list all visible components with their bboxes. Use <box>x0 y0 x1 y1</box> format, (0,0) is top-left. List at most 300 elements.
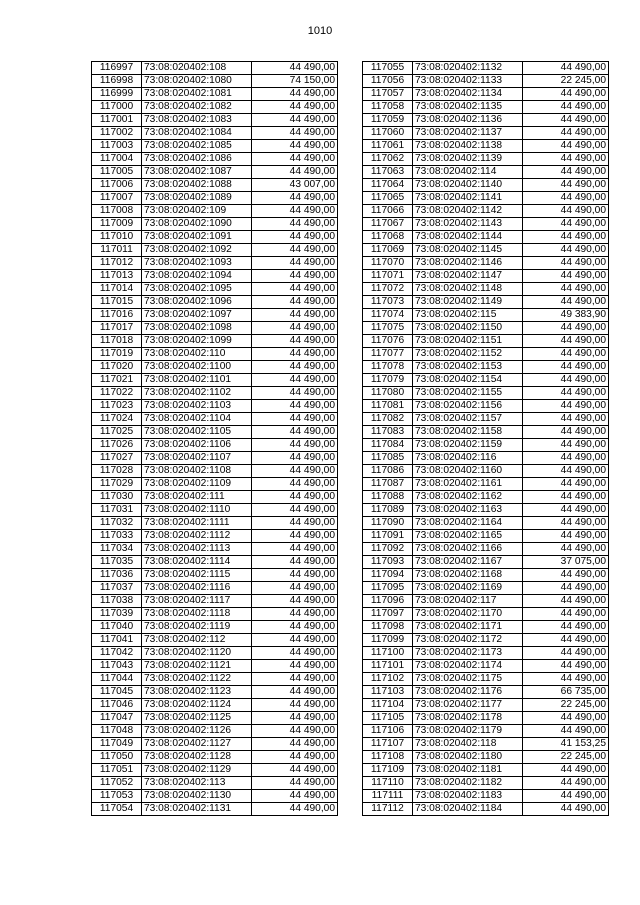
table-row <box>363 361 609 374</box>
cadastral-value: 44 490,00 <box>252 686 338 699</box>
row-number: 117023 <box>92 400 142 413</box>
table-row <box>363 179 609 192</box>
row-number: 117013 <box>92 270 142 283</box>
table-row <box>92 530 338 543</box>
cadastral-value: 66 735,00 <box>523 686 609 699</box>
row-number: 117025 <box>92 426 142 439</box>
row-number: 117100 <box>363 647 413 660</box>
cadastral-number: 73:08:020402:1114 <box>142 556 252 569</box>
row-number: 117003 <box>92 140 142 153</box>
cadastral-number: 73:08:020402:1102 <box>142 387 252 400</box>
row-number: 117042 <box>92 647 142 660</box>
table-row <box>363 517 609 530</box>
cadastral-number: 73:08:020402:1148 <box>413 283 523 296</box>
row-number: 117091 <box>363 530 413 543</box>
cadastral-value: 44 490,00 <box>252 62 338 75</box>
table-row <box>363 309 609 322</box>
row-number: 117107 <box>363 738 413 751</box>
cadastral-value: 44 490,00 <box>523 478 609 491</box>
cadastral-number: 73:08:020402:1159 <box>413 439 523 452</box>
table-row <box>363 400 609 413</box>
row-number: 117092 <box>363 543 413 556</box>
table-row <box>363 426 609 439</box>
cadastral-number: 73:08:020402:1099 <box>142 335 252 348</box>
cadastral-value: 44 490,00 <box>523 218 609 231</box>
cadastral-number: 73:08:020402:1100 <box>142 361 252 374</box>
cadastral-number: 73:08:020402:1180 <box>413 751 523 764</box>
cadastral-value: 44 490,00 <box>523 491 609 504</box>
cadastral-value: 44 490,00 <box>252 660 338 673</box>
row-number: 117099 <box>363 634 413 647</box>
table-row <box>363 218 609 231</box>
row-number: 117082 <box>363 413 413 426</box>
cadastral-number: 73:08:020402:1097 <box>142 309 252 322</box>
table-row <box>363 153 609 166</box>
cadastral-number: 73:08:020402:1116 <box>142 582 252 595</box>
cadastral-number: 73:08:020402:1133 <box>413 75 523 88</box>
row-number: 117053 <box>92 790 142 803</box>
cadastral-number: 73:08:020402:1174 <box>413 660 523 673</box>
row-number: 117097 <box>363 608 413 621</box>
row-number: 117059 <box>363 114 413 127</box>
table-row <box>92 374 338 387</box>
register-table-right-body <box>363 62 609 816</box>
table-row <box>363 751 609 764</box>
table-row <box>363 465 609 478</box>
cadastral-value: 44 490,00 <box>252 153 338 166</box>
row-number: 117044 <box>92 673 142 686</box>
cadastral-value: 44 490,00 <box>523 439 609 452</box>
cadastral-number: 73:08:020402:1129 <box>142 764 252 777</box>
cadastral-value: 44 490,00 <box>523 153 609 166</box>
cadastral-number: 73:08:020402:1105 <box>142 426 252 439</box>
table-row <box>363 595 609 608</box>
row-number: 117066 <box>363 205 413 218</box>
table-row <box>92 517 338 530</box>
cadastral-value: 44 490,00 <box>252 205 338 218</box>
row-number: 117006 <box>92 179 142 192</box>
table-row <box>92 738 338 751</box>
cadastral-value: 44 490,00 <box>252 556 338 569</box>
row-number: 117062 <box>363 153 413 166</box>
cadastral-number: 73:08:020402:1162 <box>413 491 523 504</box>
cadastral-value: 44 490,00 <box>252 244 338 257</box>
cadastral-value: 44 490,00 <box>523 413 609 426</box>
row-number: 117075 <box>363 322 413 335</box>
cadastral-number: 73:08:020402:111 <box>142 491 252 504</box>
row-number: 117057 <box>363 88 413 101</box>
row-number: 117034 <box>92 543 142 556</box>
row-number: 117065 <box>363 192 413 205</box>
row-number: 117076 <box>363 335 413 348</box>
cadastral-number: 73:08:020402:1137 <box>413 127 523 140</box>
cadastral-number: 73:08:020402:1107 <box>142 452 252 465</box>
table-row <box>363 374 609 387</box>
cadastral-value: 44 490,00 <box>523 712 609 725</box>
table-row <box>363 543 609 556</box>
cadastral-number: 73:08:020402:118 <box>413 738 523 751</box>
table-row <box>363 283 609 296</box>
cadastral-number: 73:08:020402:1157 <box>413 413 523 426</box>
cadastral-number: 73:08:020402:1128 <box>142 751 252 764</box>
table-row <box>92 439 338 452</box>
table-row <box>363 101 609 114</box>
cadastral-number: 73:08:020402:1084 <box>142 127 252 140</box>
cadastral-value: 44 490,00 <box>252 439 338 452</box>
cadastral-value: 44 490,00 <box>252 465 338 478</box>
table-row <box>363 777 609 790</box>
cadastral-value: 41 153,25 <box>523 738 609 751</box>
cadastral-value: 44 490,00 <box>252 231 338 244</box>
row-number: 117047 <box>92 712 142 725</box>
cadastral-number: 73:08:020402:1108 <box>142 465 252 478</box>
table-row <box>363 296 609 309</box>
cadastral-number: 73:08:020402:1131 <box>142 803 252 816</box>
table-row <box>363 452 609 465</box>
cadastral-number: 73:08:020402:1088 <box>142 179 252 192</box>
cadastral-value: 44 490,00 <box>252 257 338 270</box>
row-number: 117077 <box>363 348 413 361</box>
row-number: 117014 <box>92 283 142 296</box>
row-number: 116998 <box>92 75 142 88</box>
table-row <box>92 361 338 374</box>
row-number: 117061 <box>363 140 413 153</box>
cadastral-number: 73:08:020402:1092 <box>142 244 252 257</box>
row-number: 117016 <box>92 309 142 322</box>
row-number: 117035 <box>92 556 142 569</box>
cadastral-value: 44 490,00 <box>252 790 338 803</box>
cadastral-value: 44 490,00 <box>252 621 338 634</box>
row-number: 117049 <box>92 738 142 751</box>
cadastral-number: 73:08:020402:1175 <box>413 673 523 686</box>
row-number: 117012 <box>92 257 142 270</box>
register-table-left-body <box>92 62 338 816</box>
table-row <box>92 101 338 114</box>
cadastral-number: 73:08:020402:1115 <box>142 569 252 582</box>
table-row <box>363 270 609 283</box>
row-number: 117094 <box>363 569 413 582</box>
row-number: 117030 <box>92 491 142 504</box>
row-number: 117038 <box>92 595 142 608</box>
row-number: 117088 <box>363 491 413 504</box>
cadastral-number: 73:08:020402:1096 <box>142 296 252 309</box>
table-row <box>92 426 338 439</box>
register-table-left <box>91 61 338 816</box>
row-number: 117020 <box>92 361 142 374</box>
table-row <box>92 387 338 400</box>
cadastral-value: 44 490,00 <box>523 140 609 153</box>
cadastral-value: 44 490,00 <box>252 309 338 322</box>
table-row <box>363 634 609 647</box>
row-number: 117058 <box>363 101 413 114</box>
table-row <box>92 803 338 816</box>
cadastral-value: 44 490,00 <box>523 374 609 387</box>
table-row <box>363 764 609 777</box>
table-row <box>363 413 609 426</box>
cadastral-value: 44 490,00 <box>523 88 609 101</box>
cadastral-number: 73:08:020402:1141 <box>413 192 523 205</box>
cadastral-value: 44 490,00 <box>252 192 338 205</box>
cadastral-value: 44 490,00 <box>252 764 338 777</box>
cadastral-number: 73:08:020402:110 <box>142 348 252 361</box>
cadastral-number: 73:08:020402:1154 <box>413 374 523 387</box>
cadastral-value: 44 490,00 <box>523 387 609 400</box>
cadastral-value: 44 490,00 <box>252 699 338 712</box>
table-row <box>92 62 338 75</box>
cadastral-value: 44 490,00 <box>523 517 609 530</box>
table-row <box>363 348 609 361</box>
table-row <box>92 205 338 218</box>
table-row <box>363 803 609 816</box>
table-row <box>92 478 338 491</box>
cadastral-number: 73:08:020402:1109 <box>142 478 252 491</box>
cadastral-value: 44 490,00 <box>252 517 338 530</box>
cadastral-value: 44 490,00 <box>252 738 338 751</box>
cadastral-number: 73:08:020402:112 <box>142 634 252 647</box>
cadastral-value: 44 490,00 <box>252 725 338 738</box>
row-number: 117043 <box>92 660 142 673</box>
cadastral-value: 44 490,00 <box>252 283 338 296</box>
row-number: 117070 <box>363 257 413 270</box>
cadastral-number: 73:08:020402:1119 <box>142 621 252 634</box>
table-row <box>363 725 609 738</box>
cadastral-value: 44 490,00 <box>523 283 609 296</box>
cadastral-number: 73:08:020402:1124 <box>142 699 252 712</box>
cadastral-value: 44 490,00 <box>523 244 609 257</box>
cadastral-number: 73:08:020402:1134 <box>413 88 523 101</box>
row-number: 117098 <box>363 621 413 634</box>
cadastral-number: 73:08:020402:1169 <box>413 582 523 595</box>
table-row <box>92 88 338 101</box>
row-number: 117093 <box>363 556 413 569</box>
cadastral-number: 73:08:020402:1135 <box>413 101 523 114</box>
cadastral-number: 73:08:020402:1110 <box>142 504 252 517</box>
row-number: 117052 <box>92 777 142 790</box>
row-number: 117101 <box>363 660 413 673</box>
cadastral-value: 44 490,00 <box>252 543 338 556</box>
cadastral-value: 44 490,00 <box>523 725 609 738</box>
row-number: 117027 <box>92 452 142 465</box>
table-row <box>363 699 609 712</box>
row-number: 117032 <box>92 517 142 530</box>
cadastral-number: 73:08:020402:1111 <box>142 517 252 530</box>
row-number: 117087 <box>363 478 413 491</box>
table-row <box>92 335 338 348</box>
cadastral-value: 44 490,00 <box>523 621 609 634</box>
cadastral-number: 73:08:020402:1120 <box>142 647 252 660</box>
table-row <box>363 582 609 595</box>
cadastral-value: 44 490,00 <box>523 205 609 218</box>
cadastral-value: 44 490,00 <box>252 413 338 426</box>
row-number: 116999 <box>92 88 142 101</box>
table-row <box>363 647 609 660</box>
row-number: 117102 <box>363 673 413 686</box>
table-row <box>92 491 338 504</box>
table-row <box>92 153 338 166</box>
cadastral-value: 44 490,00 <box>523 426 609 439</box>
page-number: 1010 <box>307 25 333 37</box>
table-row <box>363 192 609 205</box>
cadastral-number: 73:08:020402:1158 <box>413 426 523 439</box>
cadastral-value: 44 490,00 <box>252 322 338 335</box>
cadastral-value: 44 490,00 <box>523 400 609 413</box>
cadastral-number: 73:08:020402:1123 <box>142 686 252 699</box>
cadastral-value: 44 490,00 <box>252 361 338 374</box>
cadastral-number: 73:08:020402:1146 <box>413 257 523 270</box>
cadastral-number: 73:08:020402:1101 <box>142 374 252 387</box>
table-row <box>92 283 338 296</box>
cadastral-value: 44 490,00 <box>252 530 338 543</box>
cadastral-number: 73:08:020402:1112 <box>142 530 252 543</box>
row-number: 117018 <box>92 335 142 348</box>
cadastral-number: 73:08:020402:1144 <box>413 231 523 244</box>
cadastral-value: 44 490,00 <box>523 764 609 777</box>
table-row <box>92 231 338 244</box>
row-number: 117048 <box>92 725 142 738</box>
row-number: 117106 <box>363 725 413 738</box>
cadastral-number: 73:08:020402:1155 <box>413 387 523 400</box>
cadastral-value: 44 490,00 <box>252 491 338 504</box>
cadastral-number: 73:08:020402:1095 <box>142 283 252 296</box>
cadastral-value: 44 490,00 <box>252 777 338 790</box>
cadastral-value: 44 490,00 <box>523 296 609 309</box>
row-number: 117001 <box>92 114 142 127</box>
row-number: 117086 <box>363 465 413 478</box>
cadastral-value: 44 490,00 <box>523 569 609 582</box>
row-number: 117109 <box>363 764 413 777</box>
cadastral-value: 44 490,00 <box>252 88 338 101</box>
cadastral-value: 44 490,00 <box>252 348 338 361</box>
cadastral-value: 44 490,00 <box>252 712 338 725</box>
table-row <box>92 166 338 179</box>
cadastral-value: 44 490,00 <box>252 127 338 140</box>
cadastral-number: 73:08:020402:1090 <box>142 218 252 231</box>
cadastral-value: 44 490,00 <box>252 478 338 491</box>
cadastral-value: 49 383,90 <box>523 309 609 322</box>
cadastral-number: 73:08:020402:1161 <box>413 478 523 491</box>
cadastral-number: 73:08:020402:1150 <box>413 322 523 335</box>
table-row <box>363 556 609 569</box>
row-number: 117000 <box>92 101 142 114</box>
table-row <box>363 127 609 140</box>
row-number: 117033 <box>92 530 142 543</box>
cadastral-number: 73:08:020402:1130 <box>142 790 252 803</box>
table-row <box>363 75 609 88</box>
cadastral-number: 73:08:020402:1156 <box>413 400 523 413</box>
cadastral-number: 73:08:020402:1104 <box>142 413 252 426</box>
cadastral-number: 73:08:020402:1082 <box>142 101 252 114</box>
table-row <box>92 764 338 777</box>
cadastral-number: 73:08:020402:1170 <box>413 608 523 621</box>
cadastral-number: 73:08:020402:1166 <box>413 543 523 556</box>
cadastral-value: 44 490,00 <box>252 114 338 127</box>
row-number: 117067 <box>363 218 413 231</box>
row-number: 117089 <box>363 504 413 517</box>
cadastral-value: 44 490,00 <box>523 647 609 660</box>
table-row <box>92 725 338 738</box>
table-row <box>92 686 338 699</box>
table-row <box>363 257 609 270</box>
cadastral-value: 44 490,00 <box>252 673 338 686</box>
row-number: 117039 <box>92 608 142 621</box>
cadastral-number: 73:08:020402:114 <box>413 166 523 179</box>
row-number: 117072 <box>363 283 413 296</box>
table-row <box>363 673 609 686</box>
table-row <box>92 400 338 413</box>
cadastral-number: 73:08:020402:1164 <box>413 517 523 530</box>
cadastral-number: 73:08:020402:1145 <box>413 244 523 257</box>
cadastral-value: 44 490,00 <box>252 140 338 153</box>
cadastral-number: 73:08:020402:1140 <box>413 179 523 192</box>
table-row <box>92 140 338 153</box>
row-number: 117083 <box>363 426 413 439</box>
cadastral-value: 44 490,00 <box>523 582 609 595</box>
row-number: 117045 <box>92 686 142 699</box>
table-row <box>92 296 338 309</box>
cadastral-value: 44 490,00 <box>252 647 338 660</box>
table-row <box>92 608 338 621</box>
table-row <box>92 348 338 361</box>
cadastral-number: 73:08:020402:1118 <box>142 608 252 621</box>
cadastral-number: 73:08:020402:113 <box>142 777 252 790</box>
cadastral-value: 44 490,00 <box>523 465 609 478</box>
table-row <box>92 569 338 582</box>
cadastral-value: 44 490,00 <box>252 270 338 283</box>
row-number: 117004 <box>92 153 142 166</box>
table-row <box>92 270 338 283</box>
cadastral-value: 44 490,00 <box>252 400 338 413</box>
table-row <box>363 439 609 452</box>
table-row <box>92 634 338 647</box>
cadastral-value: 44 490,00 <box>252 296 338 309</box>
cadastral-number: 73:08:020402:117 <box>413 595 523 608</box>
cadastral-value: 44 490,00 <box>523 673 609 686</box>
table-row <box>363 166 609 179</box>
row-number: 117031 <box>92 504 142 517</box>
table-row <box>92 114 338 127</box>
cadastral-number: 73:08:020402:1089 <box>142 192 252 205</box>
table-row <box>92 621 338 634</box>
cadastral-value: 44 490,00 <box>252 582 338 595</box>
row-number: 117110 <box>363 777 413 790</box>
cadastral-number: 73:08:020402:1153 <box>413 361 523 374</box>
cadastral-value: 44 490,00 <box>252 504 338 517</box>
table-row <box>92 413 338 426</box>
cadastral-value: 22 245,00 <box>523 75 609 88</box>
row-number: 117036 <box>92 569 142 582</box>
row-number: 117081 <box>363 400 413 413</box>
cadastral-value: 43 007,00 <box>252 179 338 192</box>
table-row <box>92 790 338 803</box>
table-row <box>92 673 338 686</box>
cadastral-number: 73:08:020402:1132 <box>413 62 523 75</box>
row-number: 117069 <box>363 244 413 257</box>
row-number: 117017 <box>92 322 142 335</box>
cadastral-number: 73:08:020402:1091 <box>142 231 252 244</box>
row-number: 117063 <box>363 166 413 179</box>
table-row <box>92 712 338 725</box>
cadastral-number: 73:08:020402:1179 <box>413 725 523 738</box>
row-number: 117085 <box>363 452 413 465</box>
table-row <box>363 738 609 751</box>
cadastral-number: 73:08:020402:1182 <box>413 777 523 790</box>
table-row <box>92 556 338 569</box>
cadastral-value: 74 150,00 <box>252 75 338 88</box>
table-row <box>363 660 609 673</box>
cadastral-number: 73:08:020402:1085 <box>142 140 252 153</box>
cadastral-value: 44 490,00 <box>252 387 338 400</box>
cadastral-value: 44 490,00 <box>523 127 609 140</box>
